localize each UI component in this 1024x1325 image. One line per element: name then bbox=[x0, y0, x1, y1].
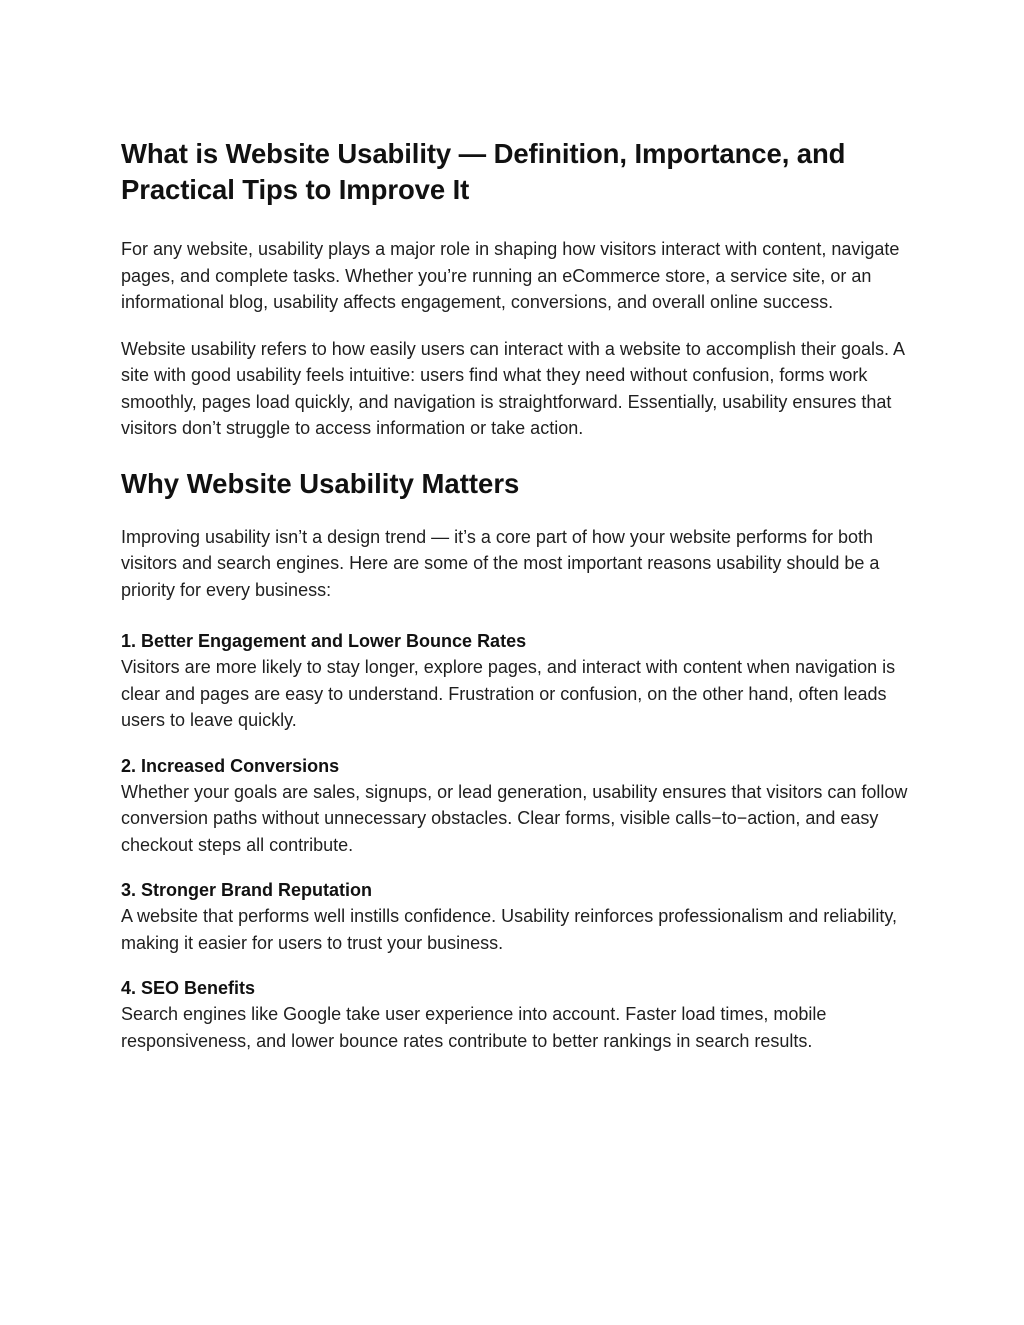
reason-body: Search engines like Google take user experience into account. Faster load times, mobile responsiveness, and lower bounce rates contribute to better rankings in search results. bbox=[121, 1004, 827, 1051]
reason-item bbox=[121, 878, 911, 956]
reason-item bbox=[121, 976, 911, 1054]
document-title: What is Website Usability — Definition, Importance, and Practical Tips to Improve It bbox=[121, 138, 846, 205]
document-page bbox=[121, 136, 911, 1054]
section-intro-paragraph: Improving usability isn’t a design trend — it’s a core part of how your website performs for both visitors and search engines. Here are some of the most important reasons usability should be a priority for every business: bbox=[121, 526, 880, 600]
reason-item bbox=[121, 754, 911, 859]
intro-paragraph: For any website, usability plays a major role in shaping how visitors interact with content, navigate pages, and complete tasks. Whether you’re running an eCommerce store, a service site, or an informational blog, usability affects engagement, conversions, and overall online success. bbox=[121, 239, 900, 312]
section-heading: Why Website Usability Matters bbox=[121, 467, 520, 499]
reason-title: 4. SEO Benefits bbox=[121, 978, 256, 998]
definition-paragraph: Website usability refers to how easily users can interact with a website to accomplish their goals. A site with good usability feels intuitive: users find what they need without confusion, forms work smoothly, pages load quickly, and navigation is straightforward. Essentially, usability ensures that visitors don’t struggle to access information or take action. bbox=[121, 338, 905, 438]
reason-title: 3. Stronger Brand Reputation bbox=[121, 880, 373, 900]
reason-body: Whether your goals are sales, signups, or lead generation, usability ensures that visitors can follow conversion paths without unnecessary obstacles. Clear forms, visible calls−to−action, and easy checkout steps all contribute. bbox=[121, 781, 908, 855]
reasons-list bbox=[121, 629, 911, 1054]
reason-item bbox=[121, 629, 911, 734]
reason-body: A website that performs well instills confidence. Usability reinforces professionalism and reliability, making it easier for users to trust your business. bbox=[121, 906, 897, 953]
reason-title: 2. Increased Conversions bbox=[121, 755, 340, 776]
reason-body: Visitors are more likely to stay longer, explore pages, and interact with content when navigation is clear and pages are easy to understand. Frustration or confusion, on the other hand, often leads users to leave quickly. bbox=[121, 657, 896, 730]
reason-title: 1. Better Engagement and Lower Bounce Rates bbox=[121, 631, 527, 651]
